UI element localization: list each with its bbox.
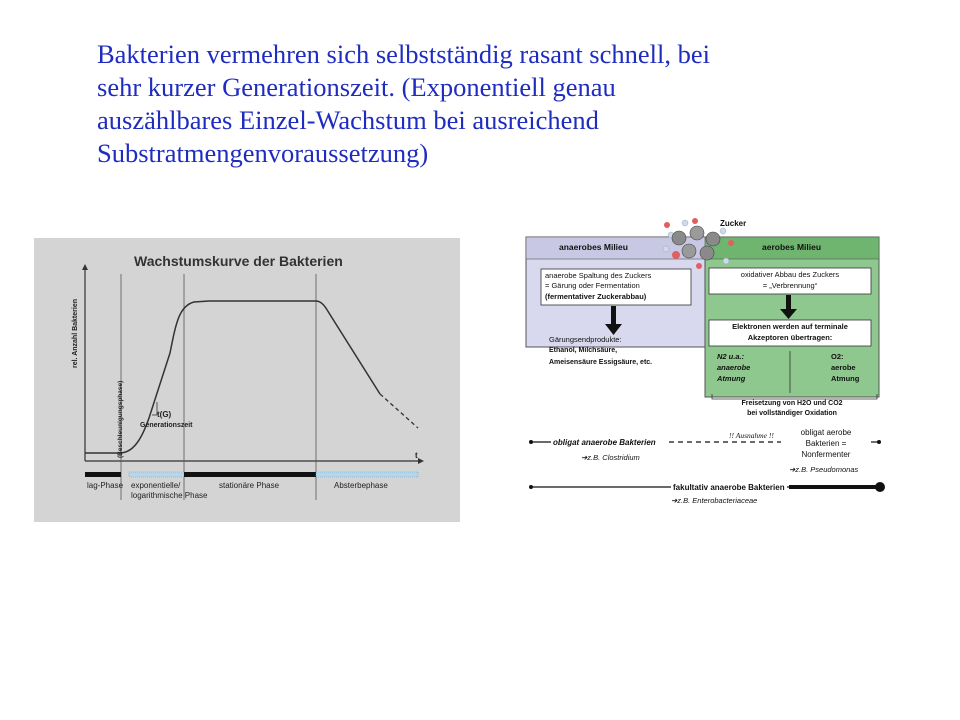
x-axis-arrow [418, 458, 424, 464]
n2-label: N2 u.a.: [717, 352, 745, 361]
x-axis-label: t [415, 451, 418, 460]
tg-sub-label: Generationszeit [140, 422, 193, 429]
phase-bar-exp [129, 472, 184, 477]
elektronen-line-1: Elektronen werden auf terminale [732, 322, 848, 331]
freisetzung-line-1: Freisetzung von H2O und CO2 [741, 400, 843, 407]
anaerob-box-line-2: = Gärung oder Fermentation [545, 281, 640, 290]
o2-line-2: Atmung [831, 374, 860, 383]
phase-label-exp-2: logarithmische Phase [131, 491, 208, 500]
heading-line-1: Bakterien vermehren sich selbstständig rasant schnell, bei [97, 39, 710, 69]
phase-label-exp-1: exponentielle/ [131, 481, 181, 490]
zucker-label: Zucker [720, 219, 747, 228]
enterobacteriaceae-label: ➔z.B. Enterobacteriaceae [671, 496, 758, 505]
obligat-anaerob-label: obligat anaerobe Bakterien [553, 438, 656, 447]
accel-phase-label: (Beschleunigungsphase) [117, 380, 124, 458]
freisetzung-line-2: bei vollständiger Oxidation [747, 410, 837, 417]
anaerob-box-line-3: (fermentativer Zuckerabbau) [545, 292, 647, 301]
oxidativ-box-line-2: = „Verbrennung“ [762, 281, 818, 290]
growth-curve-line [85, 301, 380, 453]
anaerob-header: anaerobes Milieu [559, 242, 628, 252]
elektronen-line-2: Akzeptoren übertragen: [747, 333, 833, 342]
endprodukte-label: Gärungsendprodukte: [549, 335, 622, 344]
clostridium-label: ➔z.B. Clostridium [581, 453, 640, 462]
growth-curve-svg [34, 238, 460, 522]
phase-label-stationary: stationäre Phase [219, 481, 280, 490]
death-phase-dashed [380, 394, 418, 428]
growth-curve-figure [34, 238, 460, 522]
metabolism-figure [519, 213, 893, 518]
heading-line-3: auszählbares Einzel-Wachstum bei ausreichend [97, 105, 599, 135]
fakultativ-label: fakultativ anaerobe Bakterien [673, 483, 785, 492]
y-axis-arrow [82, 264, 88, 270]
o2-line-1: aerobe [831, 363, 856, 372]
y-axis-label: rel. Anzahl Bakterien [72, 299, 79, 368]
growth-chart-title: Wachstumskurve der Bakterien [134, 253, 343, 269]
n2-line-1: anaerobe [717, 363, 751, 372]
obligat-aerob-line-1: obligat aerobe [800, 428, 852, 437]
o2-label: O2: [831, 352, 844, 361]
oxidativ-box-line-1: oxidativer Abbau des Zuckers [740, 270, 840, 279]
phase-bar-stationary [184, 472, 316, 477]
heading-text [97, 38, 877, 170]
heading-line-2: sehr kurzer Generationszeit. (Exponentiell genau [97, 72, 616, 102]
phase-label-lag: lag-Phase [87, 481, 124, 490]
pseudomonas-label: ➔z.B. Pseudomonas [789, 465, 859, 474]
n2-line-2: Atmung [717, 374, 746, 383]
phase-bar-lag [85, 472, 121, 477]
arrow-left-shaft [611, 306, 616, 324]
phase-label-death: Absterbephase [334, 481, 388, 490]
endprodukte-line-1: Ethanol, Milchsäure, [549, 347, 618, 354]
obligat-aerob-line-3: Nonfermenter [801, 450, 851, 459]
phase-bar-death [316, 472, 418, 477]
arrow-right-shaft [786, 295, 791, 309]
anaerob-box-line-1: anaerobe Spaltung des Zuckers [545, 271, 652, 280]
tg-label: t(G) [157, 410, 172, 419]
endprodukte-line-2: Ameisensäure Essigsäure, etc. [549, 359, 653, 366]
aerob-header: aerobes Milieu [762, 242, 822, 252]
aerob-panel [705, 237, 879, 397]
heading-line-4: Substratmengenvoraussetzung) [97, 138, 429, 168]
ausnahme-label: !! Ausnahme !! [729, 431, 774, 440]
obligat-aerob-line-2: Bakterien = [781, 439, 871, 448]
